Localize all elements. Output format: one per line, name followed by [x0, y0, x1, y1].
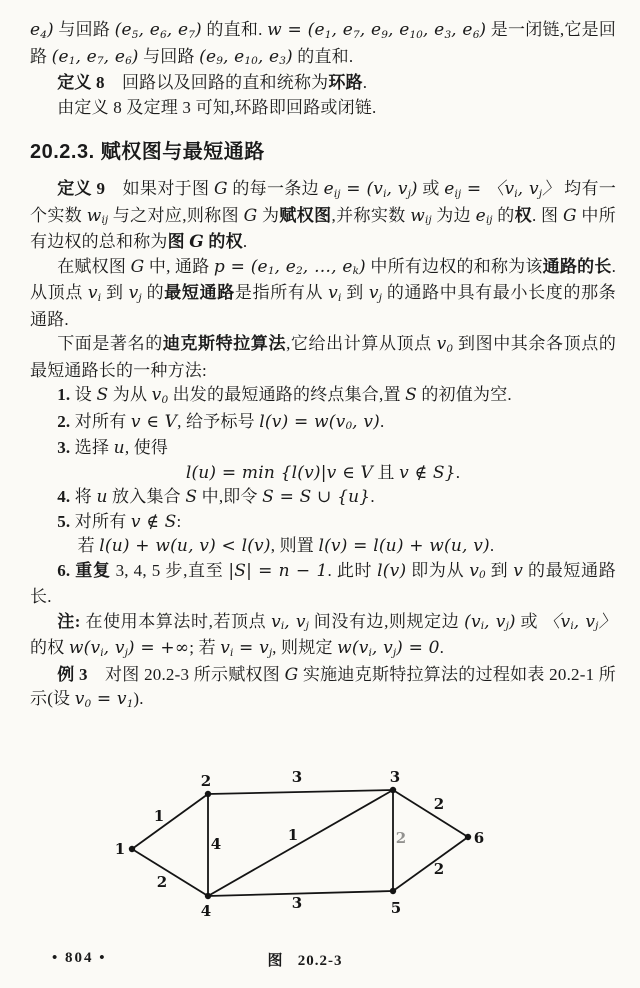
text-run: l(v)	[377, 560, 407, 581]
text-run: 的直和.	[292, 46, 354, 66]
text-run: 迪克斯特拉算法	[162, 334, 287, 353]
algorithm-step-4	[30, 485, 616, 510]
text-run: 放入集合	[107, 487, 186, 506]
text-run: . 图	[531, 205, 564, 225]
vertex-label: 6	[473, 828, 485, 847]
text-run: (e9, e10, e3)	[199, 46, 293, 68]
graph-vertex	[390, 786, 396, 792]
text-run: ,它给出计算从顶点	[286, 334, 437, 353]
text-run: 〈vi, vj〉	[542, 611, 617, 633]
text-run: 若	[77, 536, 100, 555]
text-run: v0	[436, 334, 454, 355]
algorithm-step-5	[30, 510, 616, 535]
text-run: 3.	[57, 438, 75, 457]
algorithm-step-6	[30, 559, 616, 610]
paragraph-dijkstra-intro	[30, 332, 616, 383]
vertex-label: 5	[390, 898, 402, 917]
text-run: 选择	[74, 438, 114, 457]
text-run: 为	[257, 205, 280, 225]
text-run: .	[489, 536, 495, 555]
text-run: (e5, e6, e7)	[114, 20, 202, 41]
text-run: ; 若	[189, 638, 221, 657]
text-run: 图	[167, 232, 190, 251]
graph-vertex	[465, 833, 471, 839]
section-heading: 20.2.3. 赋权图与最短通路	[30, 141, 265, 163]
text-run: 是一闭链,它是回路	[30, 20, 617, 66]
text-run: 定义 9	[57, 179, 106, 198]
text-run: wij	[410, 205, 432, 227]
text-run: 或	[417, 179, 445, 198]
graph-vertex	[390, 887, 396, 893]
text-run: 中, 通路	[144, 256, 214, 276]
text-run: , 则规定	[272, 638, 338, 657]
vertex-label: 1	[114, 839, 126, 858]
text-run: v ∉ S}	[399, 462, 456, 483]
text-run: 即为从	[406, 560, 470, 580]
text-run: 下面是著名的	[57, 334, 163, 353]
paragraph-remark-definition-8	[30, 96, 616, 121]
text-run: 注:	[57, 611, 81, 631]
text-run: vj	[128, 283, 142, 304]
text-run: , 给予标号	[177, 411, 260, 431]
text-run: l(v) = l(u) + w(u, v)	[318, 536, 490, 556]
text-run: 中,即令	[197, 487, 263, 506]
text-run: 对图 20.2-3 所示赋权图	[87, 664, 285, 684]
graph-vertex	[129, 845, 135, 851]
text-run: 均有一个实数	[30, 179, 617, 225]
text-run: 或	[515, 611, 543, 631]
text-run: 6.	[57, 560, 76, 580]
text-run: .	[455, 462, 461, 482]
text-run: 例 3	[57, 664, 88, 684]
text-run: 到	[341, 283, 369, 302]
paragraph-direct-sum-continuation	[30, 18, 616, 71]
text-run: w(vi, vj) = +∞	[68, 638, 190, 659]
text-run: 定义 8	[57, 73, 105, 92]
edge-weight-label: 2	[433, 859, 445, 878]
edge-weight-label: 1	[287, 825, 299, 844]
text-run: 到	[101, 283, 129, 302]
text-run: 是指所有从	[234, 283, 329, 302]
text-run: S = S ∪ {u}	[262, 487, 371, 507]
weighted-graph-figure	[95, 761, 515, 974]
graph-edge	[132, 794, 208, 849]
text-run: 5.	[57, 511, 75, 531]
edge-weight-label: 3	[291, 767, 303, 786]
graph-edge	[208, 790, 393, 794]
text-run: 在赋权图	[57, 256, 131, 276]
text-run: eij = 〈vi, vj〉	[444, 179, 560, 200]
text-run: 赋权图	[279, 205, 332, 225]
text-run: 环路	[328, 73, 363, 92]
text-run: |S| = n − 1	[228, 560, 328, 581]
text-run: 与回路	[138, 46, 200, 66]
text-run: 对所有	[74, 411, 131, 431]
text-run: 与回路	[53, 20, 115, 39]
text-run: v0 = v1	[74, 689, 134, 710]
text-run: 的初值为空.	[416, 385, 512, 404]
paragraph-definition-9	[30, 177, 616, 255]
text-run: 为从	[108, 385, 152, 404]
text-run: 回路以及回路的直和统称为	[104, 73, 329, 92]
paragraph-definition-8	[30, 71, 616, 96]
text-run: 重复	[75, 560, 111, 580]
graph-edge	[208, 790, 393, 896]
text-run: 的通路中具有最小长度的那条通路.	[30, 283, 616, 329]
text-run: l(u) = min {l(v)|v ∈ V	[185, 462, 373, 483]
text-run: 到图中其余各顶点的最短通路长的一种方法:	[30, 334, 617, 380]
text-run: wij	[86, 205, 109, 227]
algorithm-step-2	[30, 410, 616, 437]
text-run: 设	[74, 385, 97, 404]
edge-weight-label: 3	[291, 893, 303, 912]
text-run: 的	[141, 283, 165, 302]
graph-edge	[132, 849, 208, 896]
text-run: (e1, e7, e6)	[51, 46, 139, 68]
text-run: S	[405, 385, 417, 405]
text-run: S	[185, 487, 198, 507]
algorithm-formula-min	[30, 461, 616, 486]
text-run: 实施迪克斯特拉算法的过程如表 20.2-1 所示(设	[30, 664, 616, 708]
text-run: .	[439, 638, 445, 657]
text-run: 3, 4, 5 步,直至	[110, 560, 229, 580]
text-run: 与之对应,则称图	[108, 205, 244, 225]
text-run: l(v) = w(v0, v)	[259, 411, 381, 433]
text-run: 1.	[57, 385, 75, 404]
text-run: v0	[469, 560, 486, 582]
text-run: 4.	[57, 487, 75, 506]
text-column	[30, 18, 616, 973]
text-run: vj	[368, 283, 382, 304]
text-run: w = (e1, e7, e9, e10, e3, e6)	[267, 20, 487, 41]
text-run: 的权	[203, 232, 243, 251]
text-run: 为边	[431, 205, 476, 225]
text-run: 对所有	[74, 511, 131, 531]
text-run: , 使得	[124, 438, 169, 457]
text-run: 中所有边权的和称为该	[365, 256, 543, 276]
text-run: 权	[514, 205, 532, 225]
text-run: w(vi, vj) = 0	[337, 638, 440, 659]
vertex-label: 3	[389, 767, 401, 786]
text-run: .	[362, 73, 368, 92]
edge-weight-label: 1	[153, 806, 165, 825]
edge-weight-label: 2	[395, 828, 407, 847]
text-run: G	[213, 179, 228, 199]
text-run: vi = vj	[220, 638, 273, 659]
text-run: vi	[328, 283, 342, 304]
text-run: 且	[372, 462, 400, 482]
paragraph-path-length	[30, 255, 616, 333]
text-run: 的权	[30, 638, 69, 657]
edge-weight-label: 4	[210, 834, 222, 853]
text-run: u	[113, 438, 125, 458]
text-run: 通路的长	[542, 256, 612, 276]
graph-figure-svg	[95, 761, 515, 936]
text-run: v0	[151, 385, 169, 406]
text-run: (vi, vj)	[464, 611, 516, 633]
text-run: 由定义 8 及定理 3 可知,环路即回路或闭链.	[57, 97, 377, 117]
text-run: :	[176, 511, 182, 531]
paragraph-example-3	[30, 663, 616, 714]
text-run: 到	[485, 560, 514, 580]
edge-weight-label: 2	[156, 872, 168, 891]
algorithm-step-1	[30, 383, 616, 410]
page-number: • 804 •	[52, 950, 107, 966]
algorithm-step-3	[30, 436, 616, 461]
text-run: v ∉ S	[130, 511, 177, 532]
text-run: u	[96, 487, 108, 507]
text-run: G	[243, 205, 258, 226]
text-run: eij	[475, 205, 493, 227]
text-run: . 此时	[327, 560, 378, 580]
figure-caption: 图 20.2-3	[267, 952, 343, 969]
text-run: 的每一条边	[227, 179, 324, 198]
paragraph-note	[30, 610, 616, 663]
text-run: v	[513, 560, 524, 581]
vertex-label: 2	[200, 771, 212, 790]
text-run: G	[284, 664, 299, 685]
graph-vertex	[205, 790, 211, 796]
text-run: ,并称实数	[331, 205, 411, 225]
text-run: , 则置	[270, 536, 319, 555]
text-run: 出发的最短通路的终点集合,置	[168, 385, 406, 404]
text-run: v ∈ V	[130, 411, 178, 432]
text-run: vi, vj	[271, 611, 309, 633]
text-run: 在使用本算法时,若顶点	[80, 611, 272, 631]
text-run: p = (e1, e2, …, ek)	[213, 256, 366, 278]
text-run: 最短通路	[164, 283, 235, 302]
text-run: 中所有边权的总和称为	[30, 205, 617, 251]
text-run: vi	[87, 283, 102, 304]
text-run: 的最短通路长.	[30, 560, 616, 606]
text-run: e4)	[30, 20, 54, 41]
graph-vertex	[205, 892, 211, 898]
text-run: l(u) + w(u, v) < l(v)	[99, 536, 271, 556]
text-run: G	[130, 256, 145, 277]
text-run: eij = (vi, vj)	[323, 179, 418, 200]
text-run: 将	[74, 487, 97, 506]
text-run: G	[189, 232, 204, 252]
text-run: 如果对于图	[105, 179, 214, 198]
text-run: G	[563, 205, 577, 226]
text-run: .	[242, 232, 248, 251]
edge-weight-label: 2	[433, 794, 445, 813]
text-run: ).	[133, 689, 144, 708]
text-run: 2.	[57, 411, 75, 431]
text-run: . 从顶点	[30, 256, 617, 302]
vertex-label: 4	[200, 901, 212, 920]
text-run: .	[370, 487, 375, 506]
text-run: 的	[492, 205, 515, 225]
text-run: 的直和.	[201, 20, 268, 39]
text-run: .	[380, 411, 385, 431]
algorithm-step-5-condition	[30, 534, 616, 559]
text-run: S	[96, 385, 109, 405]
text-run: 间没有边,则规定边	[308, 611, 465, 631]
